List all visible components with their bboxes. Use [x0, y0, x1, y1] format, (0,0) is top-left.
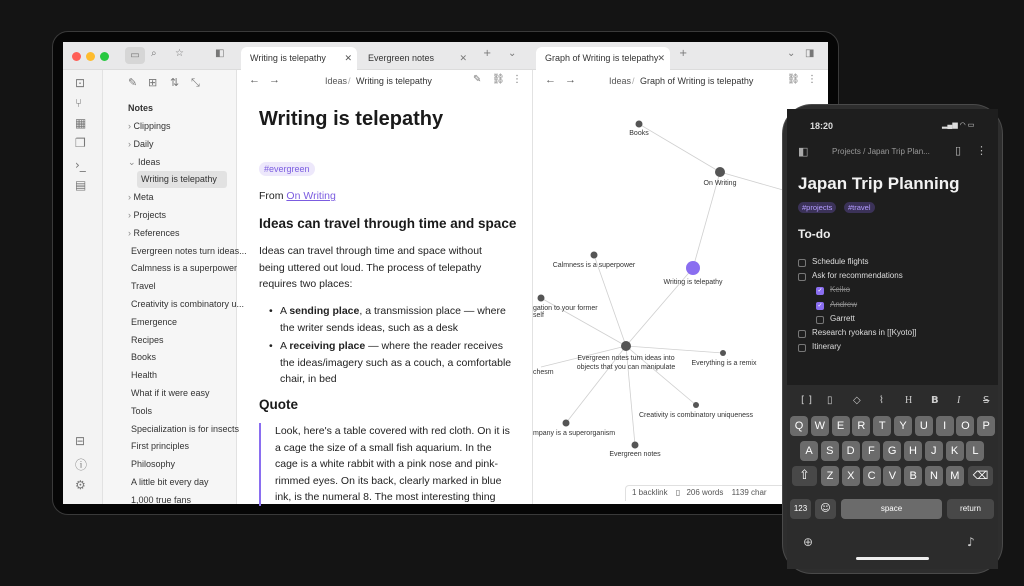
key-p[interactable]: P [977, 416, 995, 436]
sidebar-toggle-icon[interactable]: ◧ [798, 145, 809, 158]
back-arrow-icon[interactable]: ← [249, 74, 260, 86]
tag-travel[interactable]: #travel [844, 202, 875, 213]
key-o[interactable]: O [956, 416, 974, 436]
link-icon[interactable]: ⛓ [492, 74, 505, 85]
breadcrumb-separator: / [632, 76, 635, 86]
chevron-right-icon: › [128, 227, 134, 238]
graph-label: gation to your former self [533, 305, 598, 319]
todo-label: Ask for recommendations [812, 271, 903, 281]
new-tab-plus-icon[interactable]: + [483, 48, 492, 59]
key-v[interactable]: V [883, 466, 901, 486]
graph-node-active[interactable] [686, 261, 700, 275]
graph-label: Writing is telepathy [663, 279, 723, 286]
bullet-list [269, 303, 514, 388]
return-key[interactable]: return [947, 499, 994, 519]
graph-label: Evergreen notes turn ideas into objects that you can manipulate [576, 355, 676, 371]
sidebar-item-writing-is-telepathy[interactable] [137, 171, 227, 188]
sidebar-item-label: Clippings [133, 121, 171, 131]
sidebar-item-label: Emergence [131, 316, 178, 327]
reading-view-icon[interactable]: ▯ [955, 144, 962, 157]
numbers-key[interactable]: 123 [790, 499, 811, 519]
paragraph-intro: Ideas can travel through time and space without being uttered out loud. The process of telepathy requires two places: [259, 245, 482, 290]
todo-checkbox[interactable] [798, 344, 806, 352]
heading-ideas-travel: Ideas can travel through time and space [259, 216, 517, 231]
backlink-count[interactable]: 1 backlink [632, 488, 668, 497]
mobile-breadcrumb[interactable]: Projects / Japan Trip Plan... [832, 147, 930, 156]
todo-checkbox[interactable]: ✓ [817, 288, 823, 295]
breadcrumb-separator: / [348, 76, 351, 86]
quote-text: Look, here's a table covered with red cloth. On it is a cage the size of a small fish aquarium. In the cage is a white rabbit with a pink nose and pink-rimmed eyes. On its back, clearly marked in blue ink, is the numeral 8. The most interesting thing [275, 425, 510, 503]
key-x[interactable]: X [842, 466, 860, 486]
key-k[interactable]: K [946, 441, 964, 461]
help-icon[interactable]: ⓘ [75, 458, 88, 472]
bullet-item: • A sending place, a transmission place — where the writer sends ideas, such as a desk [269, 305, 506, 334]
sidebar-file[interactable] [131, 260, 238, 277]
sidebar-item-label: Books [131, 352, 157, 363]
sidebar-item-label: Calmness is a superpower [131, 263, 238, 274]
mobile-note-title: Japan Trip Planning [798, 174, 960, 193]
editor-header [238, 70, 531, 92]
sidebar-item-label: Recipes [131, 334, 164, 345]
microphone-icon[interactable]: ♪ [967, 535, 975, 549]
space-key[interactable]: space [841, 499, 942, 519]
copy-icon[interactable]: ❐ [75, 136, 86, 150]
sidebar-item-label: What if it were easy [131, 388, 210, 398]
bullet-bold: receiving place [289, 340, 366, 352]
todo-label: Itinerary [812, 342, 841, 352]
back-arrow-icon[interactable]: ← [545, 74, 556, 86]
right-sidebar-toggle-icon[interactable]: ◨ [805, 48, 815, 59]
graph-label: mpany is a superorganism [533, 430, 616, 437]
graph-label: Evergreen notes [609, 451, 661, 458]
chevron-right-icon: › [128, 210, 134, 220]
graph-node[interactable] [720, 350, 726, 356]
breadcrumb-current[interactable]: Writing is telepathy [356, 76, 432, 86]
phone-screen [787, 109, 998, 569]
graph-node[interactable] [715, 167, 725, 177]
chevron-down-icon: ⌄ [128, 156, 139, 167]
sidebar-file[interactable] [131, 438, 234, 455]
sidebar-item-label: Specialization is for insects [131, 423, 240, 434]
key-h[interactable]: H [904, 441, 922, 461]
todo-label: Schedule flights [812, 257, 869, 266]
vault-icon[interactable]: ⊟ [75, 434, 86, 448]
sidebar-file[interactable] [131, 278, 234, 295]
desktop-app-window [63, 42, 831, 505]
sidebar-file[interactable] [131, 367, 234, 384]
minimize-window-button[interactable] [86, 52, 95, 61]
key-b[interactable]: B [904, 466, 922, 486]
sidebar-folder[interactable] [128, 225, 233, 242]
status-time: 18:20 [810, 121, 834, 131]
ribbon [63, 70, 103, 504]
graph-label: On Writing [703, 180, 737, 187]
attach-icon[interactable]: ⌇ [879, 395, 884, 406]
key-q[interactable]: Q [790, 416, 808, 436]
breadcrumb-current[interactable]: Graph of Writing is telepathy [640, 76, 754, 86]
sidebar-item-label: Tools [131, 405, 153, 416]
sidebar-item-label: 1,000 true fans [131, 494, 192, 505]
zoom-window-button[interactable] [100, 52, 109, 61]
key-z[interactable]: Z [821, 466, 839, 486]
file-tree [103, 100, 247, 505]
todo-label: Research ryokans in [[Kyoto]] [812, 328, 917, 337]
tab-writing-is-telepathy[interactable] [241, 47, 357, 70]
chevron-right-icon: › [128, 192, 134, 203]
key-d[interactable]: D [842, 441, 860, 461]
graph-node[interactable] [591, 252, 598, 259]
sidebar-toggle-icon[interactable]: ◧ [215, 48, 225, 59]
slides-icon[interactable]: ▤ [75, 178, 87, 192]
emoji-key[interactable]: ☺ [815, 499, 836, 519]
sidebar-item-label: Projects [133, 210, 167, 220]
forward-arrow-icon[interactable]: → [269, 74, 280, 86]
bullet-item: • A receiving place — where the reader receives the ideas/imagery such as a couch, a comfortable chair, in bed [269, 340, 512, 385]
word-count: 206 words [686, 488, 724, 497]
new-note-icon[interactable]: ✎ [128, 76, 138, 89]
char-count: 1139 char [731, 488, 767, 497]
breadcrumb-ideas[interactable]: Ideas [609, 76, 632, 86]
sidebar-file[interactable] [131, 492, 234, 509]
sidebar-file[interactable] [131, 403, 234, 420]
bullet-bold: sending place [289, 305, 360, 317]
more-options-icon[interactable]: ⋮ [807, 74, 817, 85]
file-explorer [103, 70, 247, 505]
key-j[interactable]: J [925, 441, 943, 461]
graph-label: Creativity is combinatory uniqueness [639, 412, 753, 419]
todo-checkbox[interactable] [798, 259, 806, 267]
graph-header [532, 70, 828, 92]
from-prefix: From [259, 190, 284, 202]
sidebar-file[interactable] [131, 474, 234, 491]
todo-checkbox[interactable] [798, 273, 806, 281]
sidebar-item-label: Philosophy [131, 459, 176, 470]
sidebar-item-label: Daily [133, 138, 154, 149]
sidebar-item-label: Writing is telepathy [141, 174, 217, 185]
todo-checkbox[interactable] [816, 316, 824, 324]
home-indicator [856, 557, 929, 560]
sidebar-folder[interactable] [128, 189, 233, 206]
tab-label: Graph of Writing is telepathy [545, 53, 659, 63]
todo-checkbox[interactable]: ✓ [817, 302, 823, 309]
key-a[interactable]: A [800, 441, 818, 461]
graph-label: Everything is a remix [691, 360, 757, 367]
sidebar-item-label: Health [131, 370, 158, 381]
link-icon[interactable]: ⛓ [787, 74, 800, 85]
close-tab-icon[interactable]: ✕ [344, 53, 352, 63]
key-n[interactable]: N [925, 466, 943, 486]
breadcrumb-ideas[interactable]: Ideas [325, 76, 348, 86]
editor-pane [238, 92, 531, 504]
sidebar-folder[interactable] [128, 207, 233, 224]
sidebar-file[interactable] [131, 349, 234, 366]
sidebar-item-label: References [133, 227, 180, 238]
section-heading: To-do [798, 227, 831, 241]
graph-label: Calmness is a superpower [552, 262, 636, 269]
graph-node[interactable] [538, 295, 545, 302]
backspace-key[interactable]: ⌫ [968, 466, 993, 486]
tab-label: Evergreen notes [368, 53, 435, 63]
signal-wifi-battery-icon: ▂▄▆ ◠ ▭ [942, 122, 975, 129]
todo-label: Keiko [830, 285, 851, 295]
tab-evergreen-notes[interactable] [359, 47, 472, 70]
bullet-text: — where the reader receives the ideas/imagery such as a couch, a comfortable chair, in bed [280, 340, 512, 385]
mobile-note [787, 109, 998, 394]
brackets-icon[interactable]: [ ] [801, 395, 812, 406]
heading-quote: Quote [259, 397, 298, 412]
keyboard [787, 385, 998, 569]
tab-list-chevron-icon[interactable]: ⌄ [787, 48, 796, 59]
key-i[interactable]: I [936, 416, 954, 436]
key-w[interactable]: W [811, 416, 829, 436]
graph-label: Books [629, 130, 649, 137]
blockquote [259, 423, 514, 506]
sidebar-item-label: First principles [131, 441, 190, 452]
globe-icon[interactable]: ⊕ [803, 535, 814, 549]
strikethrough-icon[interactable]: S [983, 395, 990, 406]
more-options-icon[interactable]: ⋮ [976, 144, 987, 157]
bold-icon[interactable]: B [931, 395, 939, 406]
sidebar-item-label: Travel [131, 281, 156, 292]
collapse-all-icon[interactable]: ⤡ [191, 76, 200, 89]
key-e[interactable]: E [832, 416, 850, 436]
graph-label: chesm [533, 369, 554, 376]
file-explorer-icon[interactable]: ▭ [125, 47, 145, 64]
chevron-right-icon: › [128, 138, 134, 149]
sidebar-item-label: A little bit every day [131, 477, 209, 487]
key-u[interactable]: U [915, 416, 933, 436]
sidebar-file[interactable] [131, 243, 247, 260]
chevron-right-icon: › [128, 121, 134, 131]
sidebar-file[interactable] [131, 456, 234, 473]
key-t[interactable]: T [873, 416, 891, 436]
search-icon[interactable]: ⌕ [151, 48, 157, 59]
todo-label: Garrett [830, 313, 855, 323]
close-tab-icon[interactable]: ✕ [459, 53, 467, 63]
settings-gear-icon[interactable]: ⚙ [75, 478, 86, 492]
key-s[interactable]: S [821, 441, 839, 461]
new-folder-icon[interactable]: ⊞ [148, 76, 158, 89]
key-c[interactable]: C [863, 466, 881, 486]
on-writing-link[interactable]: On Writing [286, 190, 336, 202]
sidebar-file[interactable] [131, 296, 245, 313]
book-icon: ▯ [675, 488, 681, 497]
graph-node[interactable] [636, 121, 643, 128]
sidebar-folder[interactable] [128, 136, 233, 153]
close-window-button[interactable] [72, 52, 81, 61]
tag-projects[interactable]: #projects [798, 202, 836, 213]
tab-label: Writing is telepathy [250, 53, 326, 63]
bookmark-star-icon[interactable]: ☆ [175, 48, 184, 59]
sidebar-folder[interactable] [128, 154, 233, 171]
key-r[interactable]: R [852, 416, 870, 436]
todo-label: Andrew [830, 299, 858, 309]
italic-icon[interactable]: I [957, 395, 961, 406]
title-bar [63, 42, 828, 70]
tab-graph-view[interactable] [536, 47, 670, 70]
sidebar-item-label: Creativity is combinatory u... [131, 299, 245, 309]
sidebar-file[interactable] [131, 314, 234, 331]
graph-node[interactable] [632, 442, 639, 449]
tag-evergreen[interactable]: #evergreen [259, 162, 315, 176]
note-title: Writing is telepathy [259, 108, 444, 130]
key-f[interactable]: F [862, 441, 880, 461]
sidebar-item-label: Ideas [138, 156, 161, 167]
sidebar-item-label: Evergreen notes turn ideas... [131, 245, 247, 256]
bullet-text: , a transmission place — where the writer sends ideas, such as a desk [280, 305, 506, 334]
graph-icon[interactable]: ⑂ [75, 96, 83, 110]
tab-list-chevron-icon[interactable]: ⌄ [508, 48, 517, 59]
sidebar-file[interactable] [131, 385, 234, 402]
from-line [259, 188, 336, 205]
calendar-icon[interactable]: ▦ [75, 116, 87, 130]
graph-node[interactable] [563, 420, 570, 427]
close-tab-icon[interactable]: ✕ [657, 53, 665, 63]
sidebar-item-label: Meta [133, 192, 154, 203]
more-options-icon[interactable]: ⋮ [512, 74, 522, 85]
edit-pencil-icon[interactable]: ✎ [473, 74, 482, 85]
new-tab-plus-icon[interactable]: + [679, 48, 688, 59]
sidebar-file[interactable] [131, 421, 240, 438]
todo-checkbox[interactable] [798, 330, 806, 338]
key-y[interactable]: Y [894, 416, 912, 436]
sidebar-root-notes[interactable]: Notes [128, 103, 154, 113]
terminal-icon[interactable]: ›_ [75, 158, 86, 172]
graph-node[interactable] [693, 402, 699, 408]
heading-icon[interactable]: H [905, 395, 913, 406]
sort-icon[interactable]: ⇅ [170, 76, 180, 89]
forward-arrow-icon[interactable]: → [565, 74, 576, 86]
sidebar-file[interactable] [131, 332, 234, 349]
key-l[interactable]: L [966, 441, 984, 461]
key-m[interactable]: M [946, 466, 964, 486]
file-icon[interactable]: ▯ [827, 395, 833, 406]
shift-key[interactable]: ⇧ [792, 466, 817, 486]
switcher-icon[interactable]: ⊡ [75, 76, 86, 90]
bullet-prefix: A [280, 340, 290, 352]
bullet-prefix: A [280, 305, 290, 317]
tag-icon[interactable]: ◇ [853, 395, 861, 406]
sidebar-folder[interactable] [128, 118, 233, 135]
graph-node[interactable] [621, 341, 631, 351]
key-g[interactable]: G [883, 441, 901, 461]
